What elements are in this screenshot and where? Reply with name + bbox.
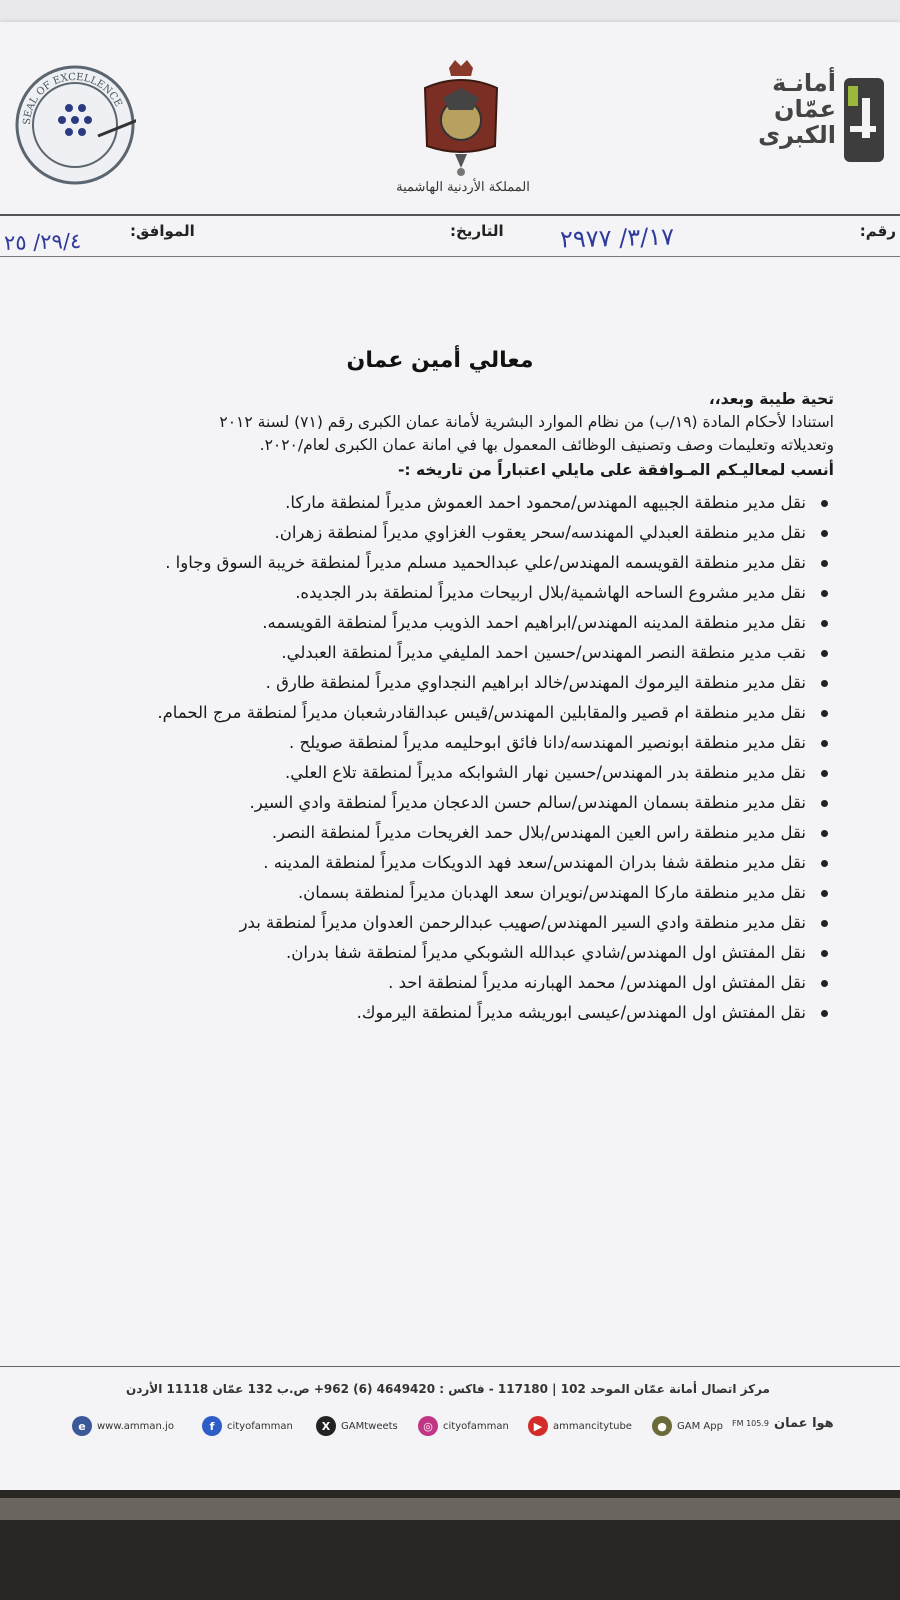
logo-word-1: أمانـة <box>772 69 836 97</box>
letter-body <box>34 388 834 1028</box>
social-web[interactable] <box>72 1416 174 1436</box>
social-label: ammancitytube <box>553 1420 632 1432</box>
list-item: نقل مدير مشروع الساحه الهاشمية/بلال اربيحات مديراً لمنطقة بدر الجديده. <box>34 578 834 608</box>
salutation-heading: معالي أمين عمان <box>346 348 534 373</box>
list-item: نقل المفتش اول المهندس/عيسى ابوريشه مديراً لمنطقة اليرموك. <box>34 998 834 1028</box>
amman-logo-icon <box>842 76 886 164</box>
logo-word-3: الكبرى <box>758 121 836 149</box>
seal-text: SEAL OF EXCELLENCE <box>21 71 124 126</box>
facebook-icon: f <box>202 1416 222 1436</box>
list-item: نقل مدير منطقة شفا بدران المهندس/سعد فهد الدويكات مديراً لمنطقة المدينه . <box>34 848 834 878</box>
list-item: نقل مدير منطقة العبدلي المهندسه/سحر يعقوب الغزاوي مديراً لمنطقة زهران. <box>34 518 834 548</box>
list-item: نقل مدير منطقة القويسمه المهندس/علي عبدالحميد مسلم مديراً لمنطقة خريبة السوق وجاوا . <box>34 548 834 578</box>
social-app[interactable] <box>652 1416 723 1436</box>
list-item: نقل مدير منطقة راس العين المهندس/بلال حمد الغريحات مديراً لمنطقة النصر. <box>34 818 834 848</box>
seal-of-excellence-icon <box>14 64 136 186</box>
ref-number-label: رقم: <box>859 222 896 240</box>
social-label: cityofamman <box>443 1420 509 1432</box>
app-icon: ● <box>652 1416 672 1436</box>
royal-crest-icon <box>415 58 507 178</box>
social-instagram[interactable] <box>418 1416 509 1436</box>
social-label: cityofamman <box>227 1420 293 1432</box>
greeting: تحية طيبة وبعد،، <box>708 390 834 408</box>
social-radio[interactable] <box>732 1416 834 1431</box>
social-label: GAM App <box>677 1420 723 1432</box>
list-item: نقب مدير منطقة النصر المهندس/حسين احمد المليفي مديراً لمنطقة العبدلي. <box>34 638 834 668</box>
list-item: نقل مدير منطقة ابونصير المهندسه/دانا فائق ابوحليمه مديراً لمنطقة صويلح . <box>34 728 834 758</box>
intro-paragraph-line1: استنادا لأحكام المادة (١٩/ب) من نظام الموارد البشرية لأمانة عمان الكبرى رقم (٧١) لسنة ٢٠١٢ <box>219 413 834 431</box>
intro-paragraph-line2: وتعديلاته وتعليمات وصف وتصنيف الوظائف المعمول بها في امانة عمان الكبرى لعام/٢٠٢٠. <box>259 436 834 454</box>
x-icon: X <box>316 1416 336 1436</box>
list-item: نقل مدير منطقة وادي السير المهندس/صهيب عبدالرحمن العدوان مديراً لمنطقة بدر <box>34 908 834 938</box>
social-label: GAMtweets <box>341 1420 398 1432</box>
social-links <box>72 1412 832 1446</box>
list-item: نقل المفتش اول المهندس/شادي عبدالله الشوبكي مديراً لمنطقة شفا بدران. <box>34 938 834 968</box>
list-item: نقل مدير منطقة المدينه المهندس/ابراهيم احمد الذويب مديراً لمنطقة القويسمه. <box>34 608 834 638</box>
date-label: التاريخ: <box>450 222 504 240</box>
amman-logo <box>746 70 886 170</box>
social-label: هوا عمان <box>773 1416 834 1431</box>
footer-divider <box>0 1366 900 1367</box>
ref-divider <box>0 256 900 257</box>
list-item: نقل مدير منطقة ماركا المهندس/نويران سعد الهدبان مديراً لمنطقة بسمان. <box>34 878 834 908</box>
social-facebook[interactable] <box>202 1416 293 1436</box>
web-icon: e <box>72 1416 92 1436</box>
list-item: نقل مدير منطقة بسمان المهندس/سالم حسن الدعجان مديراً لمنطقة وادي السير. <box>34 788 834 818</box>
contact-line: مركز اتصال أمانة عمّان الموحد 102 | 117180 - فاكس : 4649420 (6) 962+ ص.ب 132 عمّان 11118 الأردن <box>125 1382 770 1396</box>
table-edge <box>0 1498 900 1520</box>
ref-number-value: ٣/١٧/ ٢٩٧٧ <box>559 222 675 254</box>
agree-date-value: ٢٩/٤/ ٢٥ <box>3 228 82 256</box>
social-youtube[interactable] <box>528 1416 632 1436</box>
social-label: www.amman.jo <box>97 1420 174 1432</box>
header-divider <box>0 214 900 216</box>
logo-word-2: عمّان <box>774 95 836 123</box>
list-item: نقل مدير منطقة ام قصير والمقابلين المهندس/قيس عبدالقادرشعبان مديراً لمنطقة مرج الحمام. <box>34 698 834 728</box>
transfer-list <box>34 488 834 1028</box>
social-x[interactable] <box>316 1416 398 1436</box>
request-line: أنسب لمعاليـكم المـوافقة على مايلي اعتباراً من تاريخه :- <box>397 461 834 479</box>
youtube-icon: ▶ <box>528 1416 548 1436</box>
list-item: نقل مدير منطقة بدر المهندس/حسين نهار الشوابكه مديراً لمنطقة تلاع العلي. <box>34 758 834 788</box>
radio-frequency: 105.9 FM <box>732 1419 769 1428</box>
list-item: نقل مدير منطقة الجبيهه المهندس/محمود احمد العموش مديراً لمنطقة ماركا. <box>34 488 834 518</box>
instagram-icon: ◎ <box>418 1416 438 1436</box>
list-item: نقل مدير منطقة اليرموك المهندس/خالد ابراهيم النجداوي مديراً لمنطقة طارق . <box>34 668 834 698</box>
kingdom-title: المملكة الأردنية الهاشمية <box>396 180 530 195</box>
agree-date-label: الموافق: <box>130 222 195 240</box>
list-item: نقل المفتش اول المهندس/ محمد الهبارنه مديراً لمنطقة احد . <box>34 968 834 998</box>
